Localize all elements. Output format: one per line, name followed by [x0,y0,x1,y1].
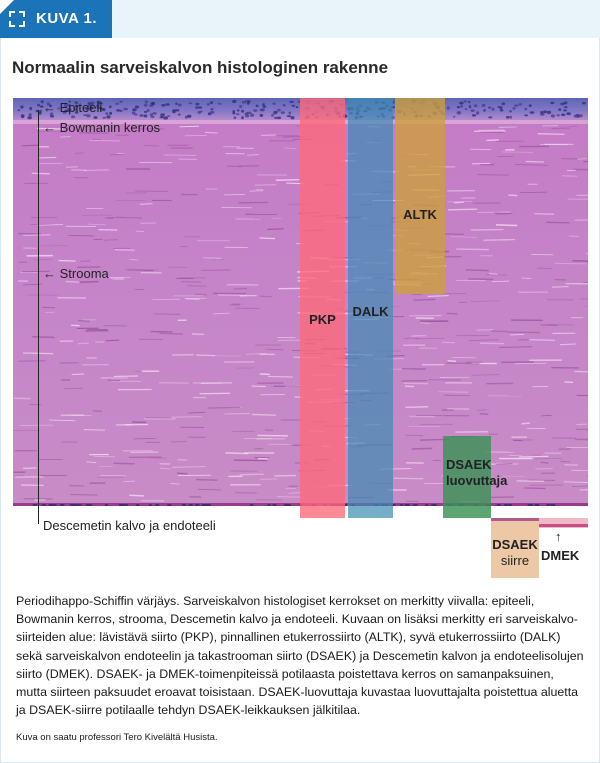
overlay-altk [395,98,445,294]
dmek-membrane-line [539,524,588,527]
annotation-epiteeli [43,100,102,115]
arrow-left-icon: ← [43,120,60,135]
label-dmek: DMEK [541,548,580,563]
layer-bracket-line [38,110,39,510]
arrow-left-icon: ← [43,100,60,115]
figure-title: Normaalin sarveiskalvon histologinen rakenne [12,58,389,77]
label-dsaek-donor-1: DSAEK [446,457,492,472]
figure-number-box [0,0,112,38]
layer-label-strooma: Strooma [59,266,109,281]
figure-number: KUVA 1. [36,10,98,27]
label-dsaek-graft-2: siirre [500,553,530,568]
figure-caption: Periodihappo-Schiffin värjäys. Sarveiskalvon histologiset kerrokset on merkitty viivalla: epiteeli, Bowmanin kerros, strooma, Descemetin kalvo ja endoteeli. Kuvaan on lisäksi merkitty eri sarveiskalvo-siirteiden alue: lävistävä siirto (PKP), pinnallinen etukerrossiirto (ALTK), syvä etukerrossiirto (DALK) sekä sarveiskalvon endoteelin ja takastrooman siirto (DSAEK) ja Descemetin kalvon ja endoteelisolujen siirto (DMEK). DSAEK- ja DMEK-toimenpiteissä potilaasta poistettava kerros on samanpaksuinen, mutta siirteen paksuudet eroavat toisistaan. DSAEK-luovuttaja kuvastaa luovuttajalta poistettua aluetta ja DSAEK-siirre potilaalle tehdyn DSAEK-leikkauksen jälkitilaa. [16,594,584,718]
label-dalk: DALK [352,304,389,319]
descemet-pointer-line [38,510,39,524]
annotation-bowman [43,120,160,135]
graft-membrane-line [491,518,539,521]
figure-header-bar [0,0,600,38]
label-dsaek-donor-2: luovuttaja [446,473,508,488]
arrow-left-icon: ← [43,266,60,281]
corner-notch [0,0,14,14]
image-credit: Kuva on saatu professori Tero Kivelältä Husista. [16,732,218,743]
layer-label-bowman: Bowmanin kerros [59,120,161,135]
label-altk: ALTK [403,207,437,222]
overlay-pkp [300,98,345,518]
label-pkp: PKP [309,312,336,327]
layer-label-epiteeli: Epiteeli [59,100,103,115]
dmek-arrow: ↑ [555,529,562,544]
annotation-strooma [43,266,109,281]
label-dsaek-graft-1: DSAEK [492,537,538,552]
annotation-descemet [43,518,216,533]
layer-label-descemet: Descemetin kalvo ja endoteeli [43,518,216,533]
